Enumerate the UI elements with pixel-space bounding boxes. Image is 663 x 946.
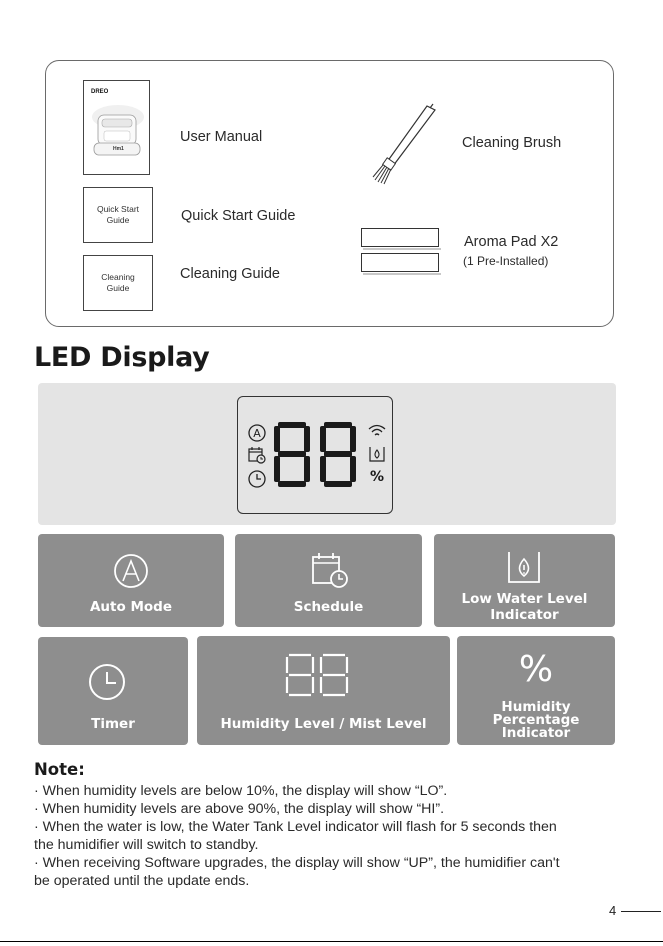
timer-icon — [247, 469, 267, 489]
lcd-percent-symbol: % — [370, 469, 385, 485]
tile-schedule — [235, 534, 422, 627]
cleaning-brush-label: Cleaning Brush — [462, 135, 562, 151]
tile-low-water — [434, 534, 615, 627]
low-water-label-line1: Low Water Level — [461, 591, 588, 607]
note-line: · When humidity levels are above 90%, the display will show “HI”. — [34, 801, 445, 817]
humidifier-illustration — [84, 97, 149, 167]
quick-start-booklet-line1: Quick Start — [96, 204, 140, 214]
manual-cover-model: Hm1 — [113, 146, 124, 152]
auto-mode-label: Auto Mode — [89, 599, 172, 615]
schedule-label: Schedule — [293, 599, 364, 615]
humidity-pct-line2: Percentage — [492, 712, 580, 728]
humidity-pct-line1: Humidity — [501, 699, 571, 715]
humidity-pct-line3: Indicator — [501, 725, 571, 741]
cleaning-guide-label: Cleaning Guide — [180, 266, 280, 282]
lcd-auto-glyph: A — [253, 427, 261, 440]
cleaning-booklet-line1: Cleaning — [101, 272, 135, 282]
low-water-label-line2: Indicator — [490, 607, 559, 623]
notes-list — [34, 782, 634, 890]
auto-mode-icon — [247, 423, 267, 443]
tile-timer — [38, 637, 188, 745]
cleaning-brush-icon — [365, 100, 445, 190]
humidity-percent-symbol: % — [518, 649, 554, 690]
page-number-rule — [621, 911, 661, 912]
aroma-pad-2 — [361, 253, 439, 272]
schedule-icon — [247, 445, 267, 465]
user-manual-booklet — [83, 80, 150, 175]
lcd-digits — [272, 420, 362, 490]
manual-cover-brand: DREO — [91, 89, 109, 95]
auto-mode-icon — [111, 551, 151, 591]
water-level-icon — [368, 445, 386, 463]
tile-humidity-percentage — [457, 636, 615, 745]
note-line: be operated until the update ends. — [34, 873, 250, 889]
timer-label: Timer — [91, 716, 135, 732]
tile-humidity-level — [197, 636, 450, 745]
cleaning-booklet-line2: Guide — [106, 283, 130, 293]
tile-auto-mode — [38, 534, 224, 627]
page-number: 4 — [609, 903, 617, 918]
quick-start-guide-label: Quick Start Guide — [181, 208, 296, 224]
humidity-level-label: Humidity Level / Mist Level — [220, 716, 427, 732]
note-title: Note: — [34, 760, 85, 779]
user-manual-label: User Manual — [180, 129, 263, 145]
led-display-title: LED Display — [34, 342, 210, 373]
schedule-icon — [309, 550, 351, 590]
humidity-digits-icon — [285, 652, 349, 698]
note-line: · When receiving Software upgrades, the display will show “UP”, the humidifier can't — [34, 855, 560, 871]
note-line: the humidifier will switch to standby. — [34, 837, 259, 853]
cleaning-guide-booklet — [83, 255, 153, 311]
aroma-pad-note: (1 Pre-Installed) — [463, 254, 549, 268]
low-water-icon — [504, 548, 544, 588]
wifi-icon — [367, 423, 387, 439]
quick-start-booklet-line2: Guide — [106, 215, 130, 225]
bottom-rule — [0, 941, 663, 942]
note-line: · When the water is low, the Water Tank Level indicator will flash for 5 seconds then — [34, 819, 557, 835]
aroma-pad-label: Aroma Pad X2 — [464, 234, 559, 250]
aroma-pad-1 — [361, 228, 439, 247]
timer-icon — [87, 662, 127, 702]
note-line: · When humidity levels are below 10%, the display will show “LO”. — [34, 783, 448, 799]
quick-start-booklet — [83, 187, 153, 243]
